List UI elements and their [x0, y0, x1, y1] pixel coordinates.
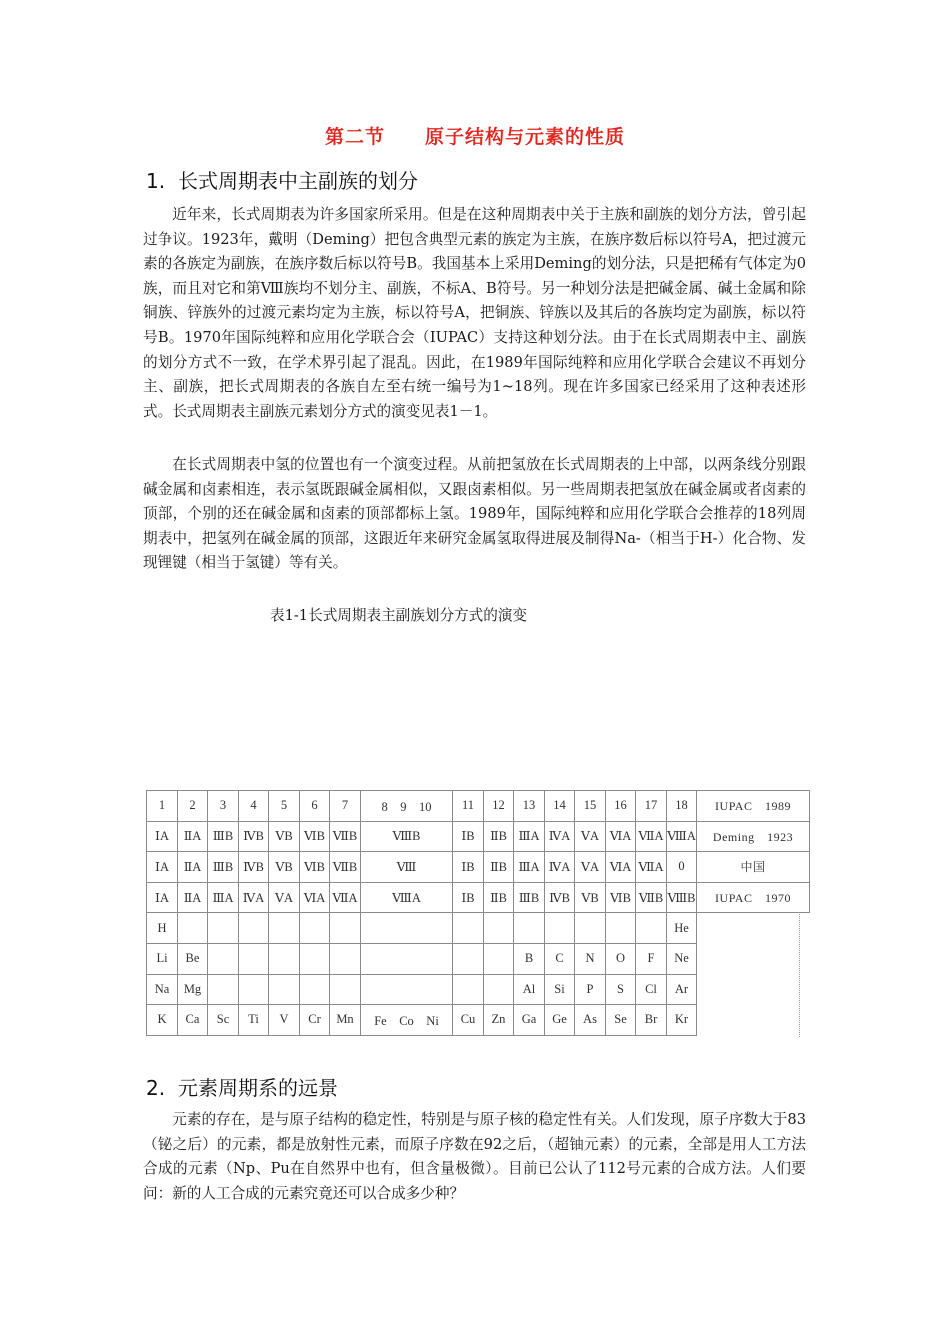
- table-empty-cell: [697, 974, 810, 1005]
- table-cell: ⅢA: [514, 821, 545, 852]
- table-cell: ⅥA: [300, 882, 330, 913]
- table-cell: ⅠB: [453, 882, 484, 913]
- table-cell: [575, 913, 606, 944]
- table-cell: ⅠB: [453, 821, 484, 852]
- table-caption: 表1-1长式周期表主副族划分方式的演变: [270, 607, 528, 624]
- table-cell: ⅦB: [330, 852, 361, 883]
- table-cell: [208, 943, 239, 974]
- table-cell: 12: [484, 791, 514, 822]
- table-cell: ⅠA: [147, 852, 178, 883]
- table-cell: 7: [330, 791, 361, 822]
- table-cell: 15: [575, 791, 606, 822]
- table-cell: [269, 974, 300, 1005]
- table-cell: Al: [514, 974, 545, 1005]
- table-cell: 13: [514, 791, 545, 822]
- section1-heading: [146, 165, 418, 194]
- section1-paragraph2: 在长式周期表中氢的位置也有一个演变过程。从前把氢放在长式周期表的上中部，以两条线分别跟碱金属和卤素相连，表示氢既跟碱金属相似，又跟卤素相似。另一些周期表把氢放在碱金属或者卤素的顶部，个别的还在碱金属和卤素的顶部都标上氢。1989年，国际纯粹和应用化学联合会推荐的18列周期表中，把氢列在碱金属的顶部，这跟近年来研究金属氢取得进展及制得Na-（相当于H-）化合物、发现锂键（相当于氢键）等有关。: [143, 456, 806, 572]
- table-cell: O: [606, 943, 636, 974]
- table-cell: ⅣB: [545, 882, 575, 913]
- table-cell: 18: [667, 791, 697, 822]
- table-cell: Cu: [453, 1005, 484, 1036]
- section1-heading-text: 长式周期表中主副族的划分: [178, 169, 418, 193]
- table-cell: [300, 974, 330, 1005]
- table-cell: [178, 913, 208, 944]
- table-cell: ⅤB: [575, 882, 606, 913]
- table-cell: 17: [636, 791, 667, 822]
- table-cell: ⅥA: [606, 852, 636, 883]
- table-cell: ⅠA: [147, 882, 178, 913]
- table-cell: 5: [269, 791, 300, 822]
- table-cell: Ca: [178, 1005, 208, 1036]
- table-cell: [300, 943, 330, 974]
- table-cell: 14: [545, 791, 575, 822]
- table-cell: ⅣA: [545, 821, 575, 852]
- table-cell: IUPAC 1989: [697, 791, 810, 822]
- table-cell: ⅧB: [361, 821, 453, 852]
- table-cell: Cl: [636, 974, 667, 1005]
- table-cell: V: [269, 1005, 300, 1036]
- table-cell: ⅧA: [667, 821, 697, 852]
- table-cell: 0: [667, 852, 697, 883]
- table-cell: [453, 943, 484, 974]
- period3-row: [147, 974, 810, 1005]
- section2-heading: [146, 1072, 338, 1101]
- table-empty-cell: [697, 1005, 810, 1036]
- period4-row: [147, 1005, 810, 1036]
- table-cell: Ti: [239, 1005, 269, 1036]
- table-cell: IUPAC 1970: [697, 882, 810, 913]
- table-cell: [330, 943, 361, 974]
- table-cell: Sc: [208, 1005, 239, 1036]
- table-cell: [269, 943, 300, 974]
- table-cell: ⅤB: [269, 821, 300, 852]
- table-cell: Br: [636, 1005, 667, 1036]
- table-cell: [484, 913, 514, 944]
- table-cell: ⅣB: [239, 821, 269, 852]
- table-cell: [208, 974, 239, 1005]
- table-cell: [545, 913, 575, 944]
- table-cell: 8 9 10: [361, 791, 453, 822]
- table-cell: He: [667, 913, 697, 944]
- table-cell: [239, 974, 269, 1005]
- table-cell: ⅢB: [514, 882, 545, 913]
- table-cell: Ne: [667, 943, 697, 974]
- table-cell: [330, 913, 361, 944]
- table-cell: P: [575, 974, 606, 1005]
- table-cell: 中国: [697, 852, 810, 883]
- table-cell: ⅥB: [300, 821, 330, 852]
- table-cell: ⅡB: [484, 821, 514, 852]
- section-title: 第二节 原子结构与元素的性质: [324, 126, 625, 148]
- table-cell: [514, 913, 545, 944]
- table-cell: ⅢA: [514, 852, 545, 883]
- table-cell: [269, 913, 300, 944]
- table-cell: Li: [147, 943, 178, 974]
- table-cell: 2: [178, 791, 208, 822]
- table-cell: ⅢB: [208, 821, 239, 852]
- table-cell: 16: [606, 791, 636, 822]
- table-cell: Si: [545, 974, 575, 1005]
- table-cell: [606, 913, 636, 944]
- section2-heading-text: 元素周期系的远景: [178, 1076, 338, 1100]
- table-cell: ⅣA: [239, 882, 269, 913]
- table-cell: K: [147, 1005, 178, 1036]
- table-cell: Ⅷ: [361, 852, 453, 883]
- table-cell: ⅥB: [300, 852, 330, 883]
- table-cell: Se: [606, 1005, 636, 1036]
- table-cell: Mn: [330, 1005, 361, 1036]
- table-cell: ⅧA: [361, 882, 453, 913]
- table-cell: ⅢB: [208, 852, 239, 883]
- table-cell: ⅠA: [147, 821, 178, 852]
- table-cell: ⅣA: [545, 852, 575, 883]
- table-cell: As: [575, 1005, 606, 1036]
- table-cell: ⅡB: [484, 882, 514, 913]
- period1-row: [147, 913, 810, 944]
- table-cell: ⅤA: [575, 821, 606, 852]
- table-cell: ⅧB: [667, 882, 697, 913]
- table-cell: ⅤB: [269, 852, 300, 883]
- table-cell: [361, 974, 453, 1005]
- table-cell: ⅦA: [636, 852, 667, 883]
- section2-paragraph1: 元素的存在，是与原子结构的稳定性，特别是与原子核的稳定性有关。人们发现，原子序数大于83（铋之后）的元素，都是放射性元素，而原子序数在92之后，（超铀元素）的元素，全部是用人工方法合成的元素（Np、Pu在自然界中也有，但含量极微）。目前已公认了112号元素的合成方法。人们要问：新的人工合成的元素究竟还可以合成多少种？: [143, 1111, 806, 1202]
- table-cell: Cr: [300, 1005, 330, 1036]
- table-cell: 3: [208, 791, 239, 822]
- china-row: [147, 852, 810, 883]
- table-cell: [636, 913, 667, 944]
- table-cell: Fe Co Ni: [361, 1005, 453, 1036]
- table-cell: ⅠB: [453, 852, 484, 883]
- table-cell: [484, 974, 514, 1005]
- table-cell: Ge: [545, 1005, 575, 1036]
- section1-number: 1.: [146, 169, 166, 193]
- table-cell: S: [606, 974, 636, 1005]
- table-cell: Zn: [484, 1005, 514, 1036]
- table-cell: [484, 943, 514, 974]
- table-cell: [300, 913, 330, 944]
- table-cell: [361, 913, 453, 944]
- table-cell: [208, 913, 239, 944]
- section2-number: 2.: [146, 1076, 166, 1100]
- table-cell: 4: [239, 791, 269, 822]
- table-cell: [453, 913, 484, 944]
- table-cell: N: [575, 943, 606, 974]
- table-cell: Kr: [667, 1005, 697, 1036]
- table-cell: ⅤA: [269, 882, 300, 913]
- table-cell: ⅦA: [330, 882, 361, 913]
- table-cell: ⅣB: [239, 852, 269, 883]
- table-cell: ⅡB: [484, 852, 514, 883]
- table-cell: Be: [178, 943, 208, 974]
- table-cell: Deming 1923: [697, 821, 810, 852]
- periodic-group-table: [146, 790, 810, 1036]
- table-cell: 1: [147, 791, 178, 822]
- table-cell: B: [514, 943, 545, 974]
- table-cell: ⅥA: [606, 821, 636, 852]
- table-cell: [239, 943, 269, 974]
- table-cell: [361, 943, 453, 974]
- iupac1970-row: [147, 882, 810, 913]
- table-cell: [453, 974, 484, 1005]
- table-cell: Mg: [178, 974, 208, 1005]
- table-cell: [239, 913, 269, 944]
- table-header-row: [147, 791, 810, 822]
- period2-row: [147, 943, 810, 974]
- table-cell: ⅡA: [178, 852, 208, 883]
- table-cell: ⅦB: [330, 821, 361, 852]
- table-cell: Ar: [667, 974, 697, 1005]
- table-cell: C: [545, 943, 575, 974]
- table-cell: 11: [453, 791, 484, 822]
- table-cell: ⅤA: [575, 852, 606, 883]
- table-cell: Na: [147, 974, 178, 1005]
- table-cell: ⅡA: [178, 821, 208, 852]
- section1-paragraph1: 近年来，长式周期表为许多国家所采用。但是在这种周期表中关于主族和副族的划分方法，曾引起过争议。1923年，戴明（Deming）把包含典型元素的族定为主族，在族序数后标以符号A，把过渡元素的各族定为副族，在族序数后标以符号B。我国基本上采用Deming的划分法，只是把稀有气体定为0族，而且对它和第Ⅷ族均不划分主、副族，不标A、B符号。另一种划分法是把碱金属、碱土金属和除铜族、锌族外的过渡元素均定为主族，标以符号A，把铜族、锌族以及其后的各族均定为副族，标以符号B。1970年国际纯粹和应用化学联合会（IUPAC）支持这种划分法。由于在长式周期表中主、副族的划分方式不一致，在学术界引起了混乱。因此，在1989年国际纯粹和应用化学联合会建议不再划分主、副族，把长式周期表的各族自左至右统一编号为1~18列。现在许多国家已经采用了这种表述形式。长式周期表主副族元素划分方式的演变见表1－1。: [143, 206, 806, 420]
- table-cell: Ga: [514, 1005, 545, 1036]
- table-edge-dotted-line: [799, 914, 800, 1037]
- table-cell: ⅦA: [636, 821, 667, 852]
- table-cell: F: [636, 943, 667, 974]
- table-cell: ⅡA: [178, 882, 208, 913]
- table-cell: ⅢA: [208, 882, 239, 913]
- table-empty-cell: [697, 943, 810, 974]
- table-cell: ⅦB: [636, 882, 667, 913]
- table-cell: [330, 974, 361, 1005]
- table-cell: 6: [300, 791, 330, 822]
- table-empty-cell: [697, 913, 810, 944]
- deming-row: [147, 821, 810, 852]
- table-cell: H: [147, 913, 178, 944]
- table-cell: ⅥB: [606, 882, 636, 913]
